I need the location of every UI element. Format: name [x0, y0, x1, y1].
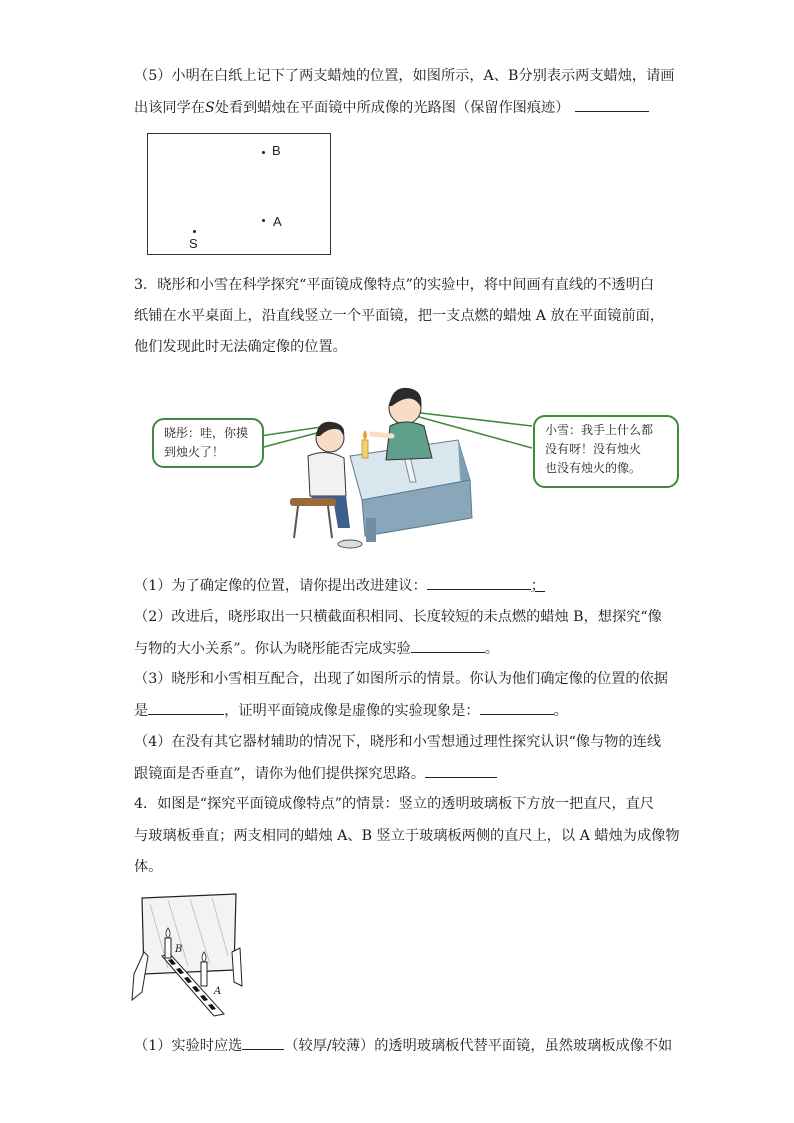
q3-p3-b: ，证明平面镜成像是虚像的实验现象是： [224, 703, 480, 719]
q3-p3-end: 。 [553, 703, 568, 719]
point-B [262, 151, 265, 154]
q3-line1: 3．晓彤和小雪在科学探究“平面镜成像特点”的实验中，将中间画有直线的不透明白 [134, 277, 655, 293]
q3-p2-line2 [134, 638, 499, 659]
answer-blank[interactable] [411, 638, 485, 653]
bubble-left-line1: 晓彤：哇，你摸 [164, 426, 249, 440]
answer-blank[interactable] [242, 1035, 284, 1050]
glass-plate-figure [128, 890, 248, 1025]
fig-label-B: B [175, 944, 183, 955]
q3-p4-line1: （4）在没有其它器材辅助的情况下，晓彤和小雪想通过理性探究认识“像与物的连线 [134, 734, 662, 750]
bubble-right-line2: 没有呀！没有烛火 [545, 442, 642, 456]
q3-p4-text: 跟镜面是否垂直”，请你为他们提供探究思路。 [134, 766, 426, 782]
q2-part5-S: S [204, 100, 215, 116]
q2-part5-line2-a: 出该同学在 [134, 100, 205, 116]
q3-line2: 纸铺在水平桌面上，沿直线竖立一个平面镜，把一支点燃的蜡烛 A 放在平面镜前面， [134, 308, 665, 324]
label-A: A [273, 214, 282, 229]
q4-line1: 4．如图是“探究平面镜成像特点”的情景：竖立的透明玻璃板下方放一把直尺，直尺 [134, 796, 655, 812]
q2-part5-line1: （5）小明在白纸上记下了两支蜡烛的位置，如图所示，A、B分别表示两支蜡烛，请画 [134, 68, 675, 84]
label-B: B [272, 143, 281, 158]
q4-line3: 体。 [134, 859, 163, 875]
q3-p1 [134, 575, 545, 596]
label-S: S [189, 236, 198, 251]
q3-p4-line2 [134, 763, 497, 784]
answer-blank[interactable] [427, 575, 531, 590]
q3-p1-end: ； [530, 578, 545, 594]
q3-p2-end: 。 [484, 641, 500, 657]
fig-label-A: A [214, 986, 222, 997]
candle-position-figure [147, 133, 331, 255]
q3-p2-text: 与物的大小关系”。你认为晓彤能否完成实验 [134, 641, 411, 657]
answer-blank[interactable] [148, 700, 224, 715]
q3-p3-line2 [134, 700, 568, 721]
answer-blank[interactable] [480, 700, 554, 715]
bubble-left-line2: 到烛火了！ [164, 445, 225, 459]
q3-line3: 他们发现此时无法确定像的位置。 [134, 339, 347, 355]
q3-p2-line1: （2）改进后，晓彤取出一只横截面积相同、长度较短的未点燃的蜡烛 B，想探究“像 [134, 609, 662, 625]
point-S [193, 230, 196, 233]
point-A [262, 219, 265, 222]
bubble-right-line3: 也没有烛火的像。 [545, 461, 642, 475]
speech-bubble-xiaotong [152, 418, 264, 468]
answer-blank[interactable] [575, 97, 649, 112]
q4-line2: 与玻璃板垂直；两支相同的蜡烛 A、B 竖立于玻璃板两侧的直尺上，以 A 蜡烛为成像物 [134, 828, 680, 844]
answer-blank[interactable] [425, 763, 497, 778]
q3-p3-line1: （3）晓彤和小雪相互配合，出现了如图所示的情景。你认为他们确定像的位置的依据 [134, 671, 668, 687]
q4-p1 [134, 1035, 672, 1056]
q2-part5-line2 [134, 97, 649, 118]
q4-p1-b: （较厚/较薄）的透明玻璃板代替平面镜，虽然玻璃板成像不如 [284, 1038, 673, 1054]
bubble-right-line1: 小雪：我手上什么都 [545, 423, 654, 437]
speech-bubble-xiaoxue [533, 415, 679, 488]
q3-p1-text: （1）为了确定像的位置，请你提出改进建议： [134, 578, 427, 594]
q3-p3-a: 是 [134, 703, 149, 719]
q2-part5-line2-b: 处看到蜡烛在平面镜中所成像的光路图（保留作图痕迹） [214, 100, 570, 116]
q4-p1-a: （1）实验时应选 [134, 1038, 243, 1054]
